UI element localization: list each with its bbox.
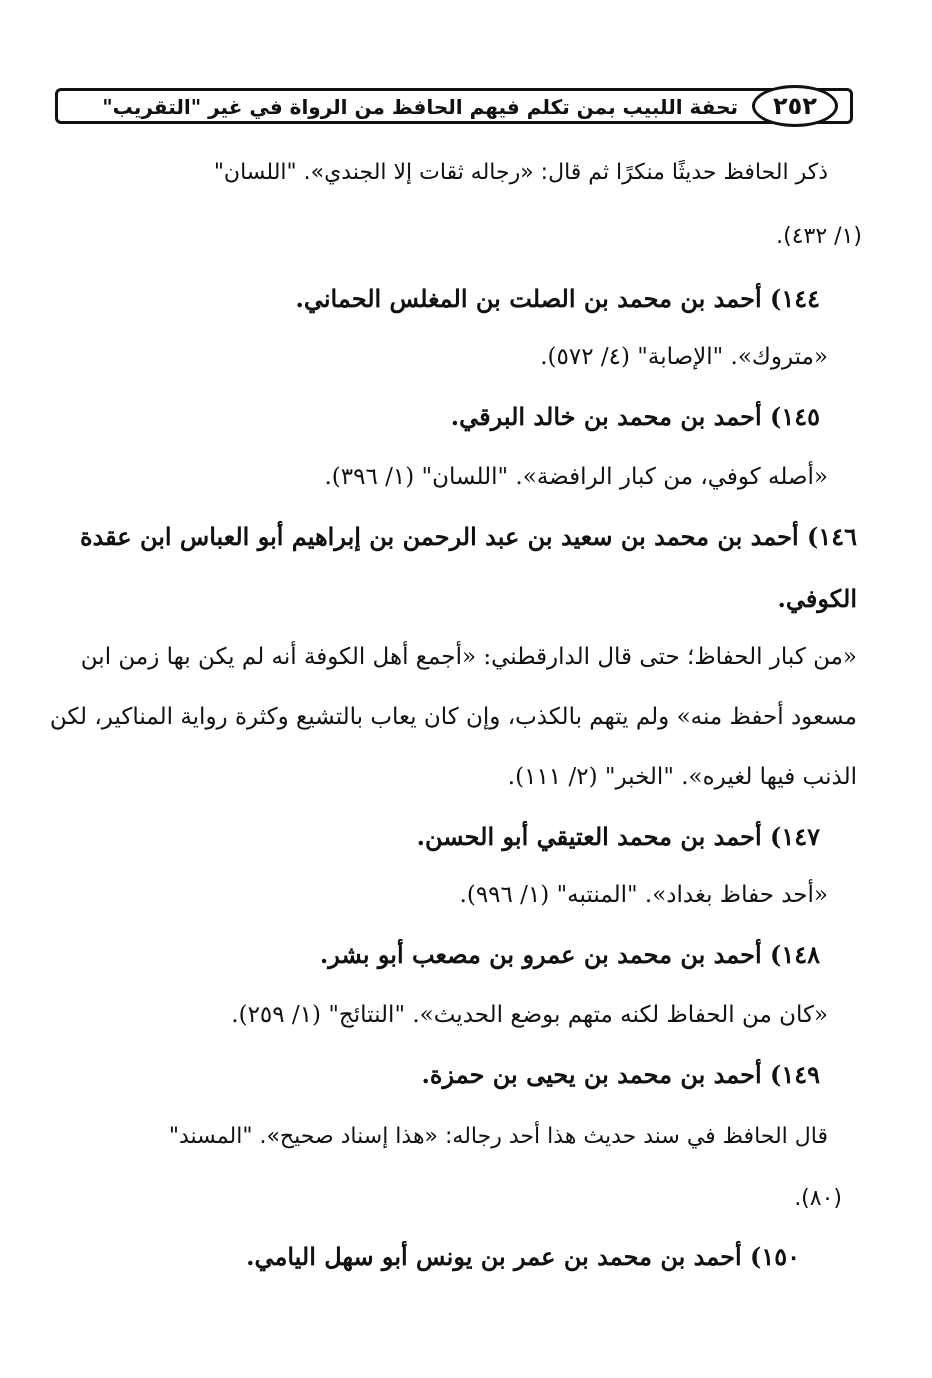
text-line: (٨٠).	[794, 1186, 842, 1211]
entry-heading-continuation: الكوفي.	[777, 584, 857, 613]
text-line: (١/ ٤٣٢).	[776, 224, 862, 249]
entry-heading: ١٤٩) أحمد بن محمد بن يحيى بن حمزة.	[421, 1060, 820, 1089]
entry-quote: «كان من الحفاظ لكنه متهم بوضع الحديث». "النتائج" (١/ ٢٥٩).	[231, 1002, 828, 1028]
entry-quote: «أحد حفاظ بغداد». "المنتبه" (١/ ٩٩٦).	[459, 882, 828, 908]
entry-heading: ١٤٤) أحمد بن محمد بن الصلت بن المغلس الحماني.	[295, 284, 820, 313]
entry-quote: «أصله كوفي، من كبار الرافضة». "اللسان" (١/ ٣٩٦).	[324, 464, 828, 490]
book-title: تحفة اللبيب بمن تكلم فيهم الحافظ من الرواة في غير "التقريب"	[102, 95, 738, 119]
entry-heading: ١٤٥) أحمد بن محمد بن خالد البرقي.	[450, 402, 820, 431]
running-header	[55, 88, 853, 124]
page-number: ٢٥٢	[752, 85, 838, 127]
entry-heading: ١٤٦) أحمد بن محمد بن سعيد بن عبد الرحمن بن إبراهيم أبو العباس ابن عقدة	[79, 522, 857, 551]
entry-heading: ١٤٨) أحمد بن محمد بن عمرو بن مصعب أبو بشر.	[319, 940, 820, 969]
entry-heading: ١٤٧) أحمد بن محمد العتيقي أبو الحسن.	[416, 822, 820, 851]
entry-heading: ١٥٠) أحمد بن محمد بن عمر بن يونس أبو سهل اليامي.	[246, 1242, 800, 1271]
text-line: قال الحافظ في سند حديث هذا أحد رجاله: «هذا إسناد صحيح». "المسند"	[168, 1124, 828, 1149]
entry-quote: مسعود أحفظ منه» ولم يتهم بالكذب، وإن كان يعاب بالتشيع وكثرة رواية المناكير، لكن	[49, 704, 857, 730]
entry-quote: الذنب فيها لغيره». "الخبر" (٢/ ١١١).	[507, 764, 857, 790]
text-line: ذكر الحافظ حديثًا منكرًا ثم قال: «رجاله ثقات إلا الجندي». "اللسان"	[213, 160, 828, 185]
entry-quote: «من كبار الحفاظ؛ حتى قال الدارقطني: «أجمع أهل الكوفة أنه لم يكن بها زمن ابن	[80, 644, 857, 670]
entry-quote: «متروك». "الإصابة" (٤/ ٥٧٢).	[540, 344, 828, 370]
